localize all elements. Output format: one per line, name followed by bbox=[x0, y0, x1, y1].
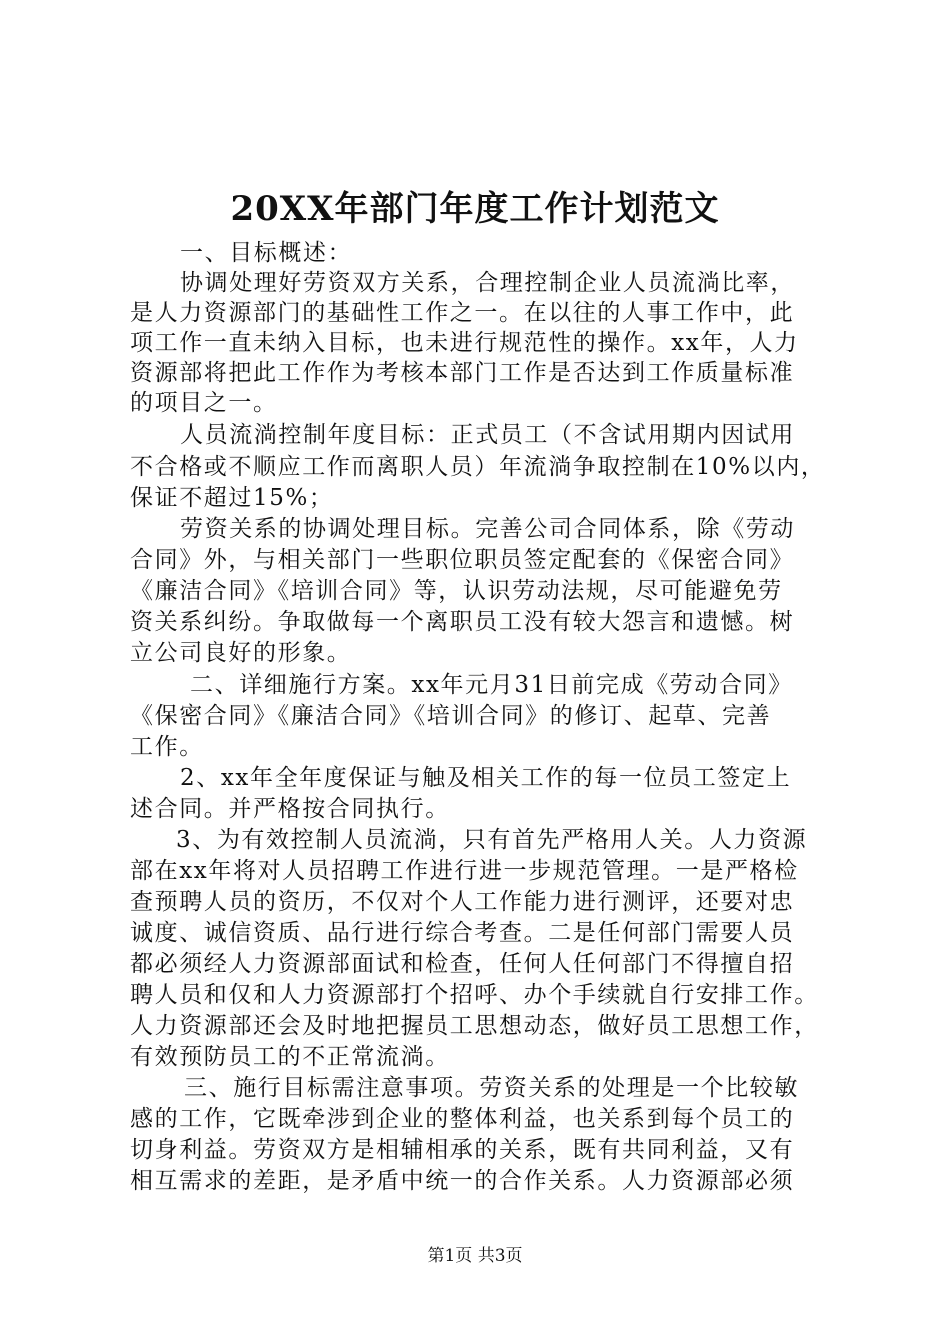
paragraph-line: 都必须经人力资源部面试和检查，任何人任何部门不得擅自招 bbox=[130, 951, 795, 977]
paragraph-line: 工作。 bbox=[130, 734, 204, 760]
paragraph-line: 的项目之一。 bbox=[130, 390, 278, 416]
section-heading-1: 一、目标概述： bbox=[180, 240, 353, 266]
paragraph-line: 《廉洁合同》《培训合同》等，认识劳动法规，尽可能避免劳 bbox=[130, 578, 783, 604]
paragraph-line: 是人力资源部门的基础性工作之一。在以往的人事工作中，此 bbox=[130, 300, 795, 326]
section-heading-2: 二、详细施行方案。xx年元月31日前完成《劳动合同》 bbox=[190, 672, 793, 698]
list-item-3: 3、为有效控制人员流淌，只有首先严格用人关。人力资源 bbox=[176, 827, 808, 853]
list-item-2: 2、xx年全年度保证与触及相关工作的每一位员工签定上 bbox=[180, 765, 792, 791]
paragraph-line: 切身利益。劳资双方是相辅相承的关系，既有共同利益，又有 bbox=[130, 1137, 795, 1163]
paragraph-line: 相互需求的差距，是矛盾中统一的合作关系。人力资源部必须 bbox=[130, 1168, 795, 1194]
paragraph-line: 感的工作，它既牵涉到企业的整体利益，也关系到每个员工的 bbox=[130, 1106, 795, 1132]
page-footer: 第1页 共3页 bbox=[427, 1246, 523, 1266]
paragraph-line: 《保密合同》《廉洁合同》《培训合同》的修订、起草、完善 bbox=[130, 703, 772, 729]
paragraph-line: 保证不超过15%； bbox=[130, 485, 334, 511]
paragraph-line: 人力资源部还会及时地把握员工思想动态，做好员工思想工作， bbox=[130, 1013, 819, 1039]
paragraph-line: 合同》外，与相关部门一些职位职员签定配套的《保密合同》 bbox=[130, 547, 795, 573]
paragraph-line: 诚度、诚信资质、品行进行综合考查。二是任何部门需要人员 bbox=[130, 920, 795, 946]
paragraph-line: 不合格或不顺应工作而离职人员）年流淌争取控制在10%以内， bbox=[130, 454, 826, 480]
paragraph-line: 聘人员和仅和人力资源部打个招呼、办个手续就自行安排工作。 bbox=[130, 982, 819, 1008]
paragraph-line: 协调处理好劳资双方关系，合理控制企业人员流淌比率， bbox=[180, 270, 795, 296]
paragraph-line: 有效预防员工的不正常流淌。 bbox=[130, 1044, 450, 1070]
paragraph-line: 项工作一直未纳入目标，也未进行规范性的操作。xx年，人力 bbox=[130, 330, 799, 356]
paragraph-line: 部在xx年将对人员招聘工作进行进一步规范管理。一是严格检 bbox=[130, 858, 799, 884]
section-heading-3: 三、施行目标需注意事项。劳资关系的处理是一个比较敏 bbox=[184, 1075, 799, 1101]
paragraph-line: 立公司良好的形象。 bbox=[130, 640, 352, 666]
paragraph-line: 资源部将把此工作作为考核本部门工作是否达到工作质量标准 bbox=[130, 360, 795, 386]
paragraph-line: 资关系纠纷。争取做每一个离职员工没有较大怨言和遗憾。树 bbox=[130, 609, 795, 635]
document-title: 20XX年部门年度工作计划范文 bbox=[230, 189, 720, 229]
paragraph-line: 人员流淌控制年度目标：正式员工（不含试用期内因试用 bbox=[180, 422, 795, 448]
paragraph-line: 查预聘人员的资历，不仅对个人工作能力进行测评，还要对忠 bbox=[130, 889, 795, 915]
paragraph-line: 劳资关系的协调处理目标。完善公司合同体系，除《劳动 bbox=[180, 516, 795, 542]
paragraph-line: 述合同。并严格按合同执行。 bbox=[130, 796, 450, 822]
